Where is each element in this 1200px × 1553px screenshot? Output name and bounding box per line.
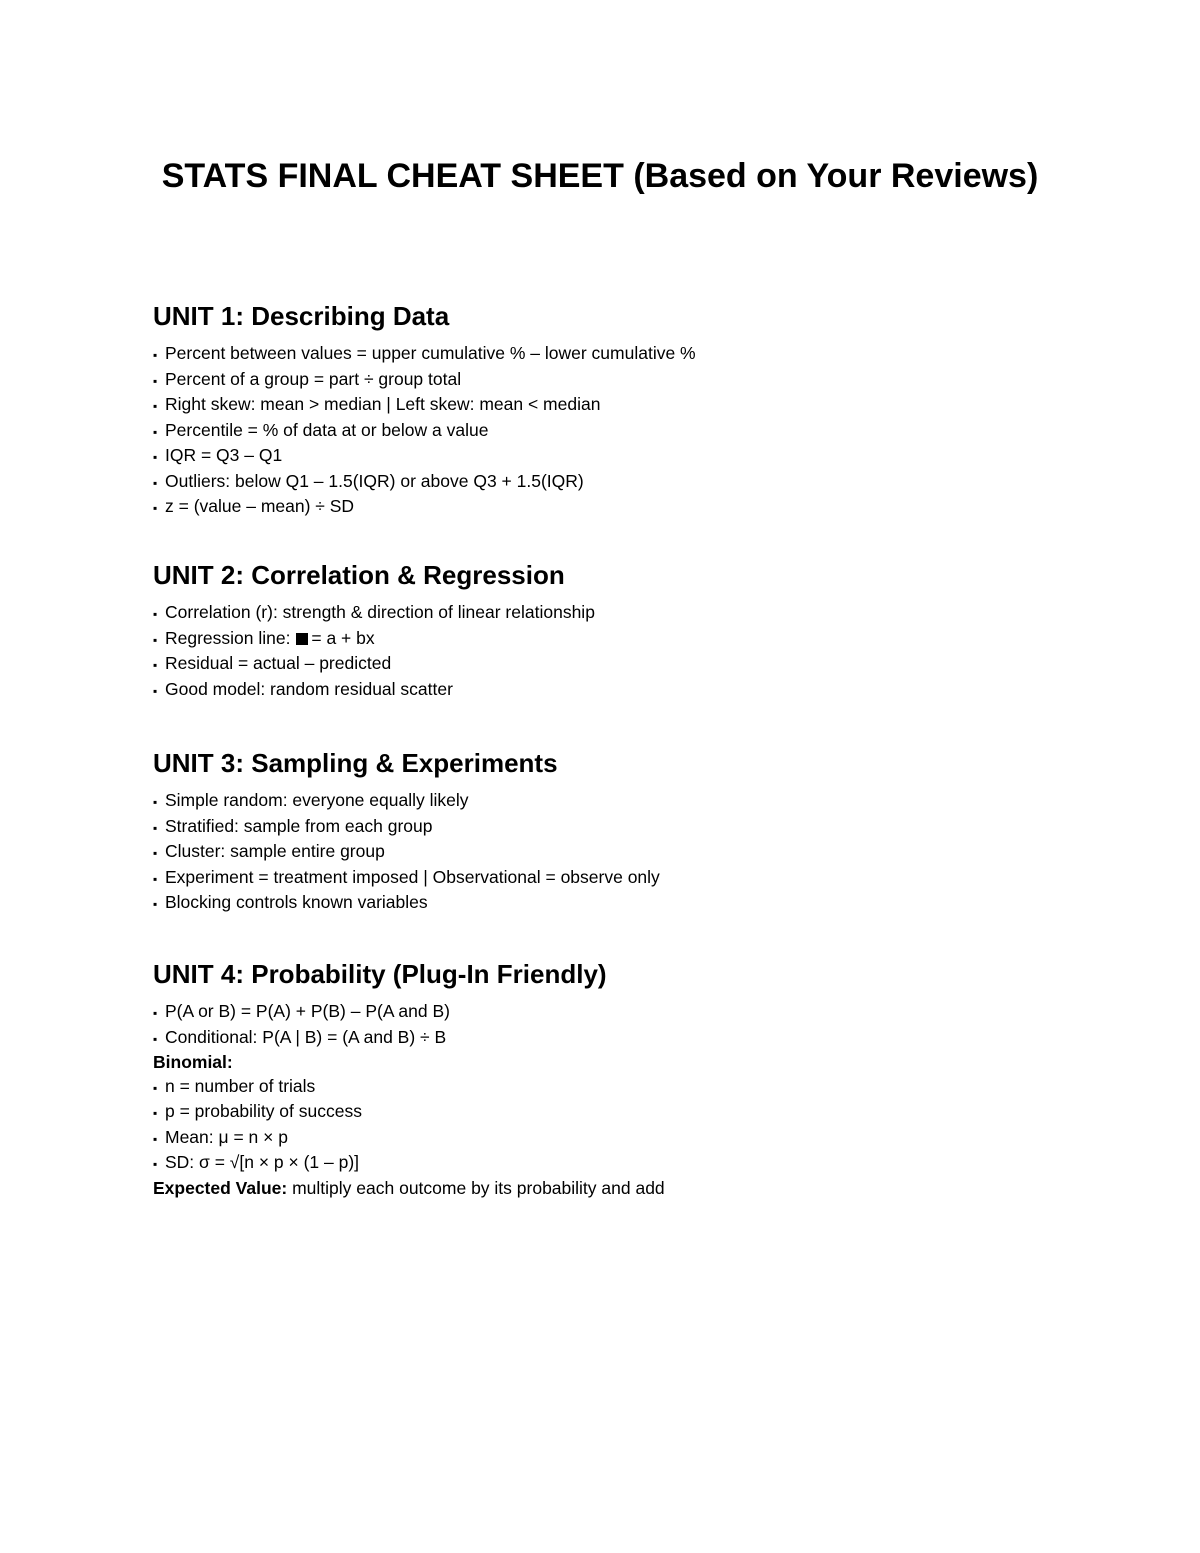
unit-2-section (153, 559, 1053, 703)
list-item-text: Cluster: sample entire group (165, 841, 385, 861)
list-item-text: = a + bx (311, 627, 375, 648)
document-title: STATS FINAL CHEAT SHEET (Based on Your Reviews) (161, 157, 1039, 195)
list-item-text: n = number of trials (165, 1075, 316, 1096)
list-item (153, 368, 1053, 394)
expected-value-label: Expected Value: (153, 1177, 288, 1198)
list-item-text: Stratified: sample from each group (165, 815, 433, 836)
bullet-icon: ▪ (153, 871, 158, 886)
list-item (153, 1126, 1053, 1152)
list-item (153, 1000, 1053, 1026)
bullet-icon: ▪ (153, 424, 158, 439)
bullet-icon: ▪ (153, 373, 158, 388)
bullet-icon: ▪ (153, 632, 158, 647)
list-item (153, 840, 1053, 866)
bullet-icon: ▪ (153, 607, 158, 621)
list-item-text: Outliers: below Q1 – 1.5(IQR) or above Q3 + 1.5(IQR) (165, 470, 584, 491)
list-item-text: Residual = actual – predicted (165, 653, 392, 673)
list-item (153, 342, 1053, 368)
list-item-text: Conditional: P(A | B) = (A and B) ÷ B (165, 1026, 447, 1047)
list-item (153, 1075, 1053, 1101)
bullet-icon: ▪ (153, 475, 158, 490)
unit-2-heading: UNIT 2: Correlation & Regression (153, 560, 565, 590)
list-item-text: Percent of a group = part ÷ group total (165, 368, 462, 389)
list-item (153, 495, 1053, 521)
unit-2-list (153, 601, 1053, 703)
unit-4-heading: UNIT 4: Probability (Plug-In Friendly) (153, 959, 607, 989)
bullet-icon: ▪ (153, 820, 158, 835)
list-item (153, 678, 1053, 704)
bullet-icon: ▪ (153, 348, 158, 362)
list-item-text: SD: σ = √[n × p × (1 – p)] (165, 1152, 360, 1172)
list-item-text: z = (value – mean) ÷ SD (165, 496, 355, 516)
list-item (153, 789, 1053, 815)
missing-glyph-icon (296, 633, 308, 645)
list-item-text: Experiment = treatment imposed | Observational = observe only (165, 866, 660, 887)
bullet-icon: ▪ (153, 450, 158, 464)
list-item (153, 419, 1053, 445)
list-item (153, 1026, 1053, 1052)
unit-3-section (153, 747, 1053, 917)
binomial-label: Binomial: (153, 1052, 233, 1072)
list-item-text: Percent between values = upper cumulative % – lower cumulative % (165, 343, 696, 363)
list-item-text: Good model: random residual scatter (165, 678, 453, 699)
list-item (153, 444, 1053, 470)
list-item (153, 866, 1053, 892)
unit-3-list (153, 789, 1053, 917)
list-item-text: p = probability of success (165, 1101, 362, 1121)
bullet-icon: ▪ (153, 658, 158, 672)
list-item-text: P(A or B) = P(A) + P(B) – P(A and B) (165, 1001, 450, 1021)
list-item (153, 652, 1053, 678)
bullet-icon: ▪ (153, 501, 158, 515)
list-item (153, 1151, 1053, 1177)
unit-3-heading: UNIT 3: Sampling & Experiments (153, 748, 558, 778)
list-item-text: Blocking controls known variables (165, 892, 428, 912)
list-item (153, 601, 1053, 627)
list-item (153, 815, 1053, 841)
unit-4-list (153, 1000, 1053, 1200)
bullet-icon: ▪ (153, 1131, 158, 1146)
list-item-text: Correlation (r): strength & direction of linear relationship (165, 602, 595, 622)
bullet-icon: ▪ (153, 683, 158, 698)
list-item (153, 627, 1053, 653)
bullet-icon: ▪ (153, 846, 158, 860)
expected-value-text: multiply each outcome by its probability and add (287, 1177, 665, 1198)
unit-4-section (153, 958, 1053, 1200)
list-item (153, 470, 1053, 496)
regression-line-label: Regression line: (165, 627, 296, 648)
list-item-text: Right skew: mean > median | Left skew: mean < median (165, 394, 601, 414)
list-item-text: IQR = Q3 – Q1 (165, 445, 283, 465)
unit-1-heading: UNIT 1: Describing Data (153, 301, 450, 331)
bullet-icon: ▪ (153, 1080, 158, 1095)
bullet-icon: ▪ (153, 1106, 158, 1120)
list-item-text: Simple random: everyone equally likely (165, 790, 469, 810)
list-item (153, 1100, 1053, 1126)
unit-1-list (153, 342, 1053, 521)
bullet-icon: ▪ (153, 399, 158, 413)
bullet-icon: ▪ (153, 795, 158, 809)
bullet-icon: ▪ (153, 1031, 158, 1046)
expected-value-line (153, 1177, 1053, 1201)
list-item-text: Mean: μ = n × p (165, 1126, 288, 1147)
bullet-icon: ▪ (153, 897, 158, 911)
list-item (153, 891, 1053, 917)
unit-1-section (153, 300, 1053, 521)
list-item-text: Percentile = % of data at or below a value (165, 419, 489, 440)
bullet-icon: ▪ (153, 1006, 158, 1020)
bullet-icon: ▪ (153, 1157, 158, 1171)
list-item (153, 393, 1053, 419)
